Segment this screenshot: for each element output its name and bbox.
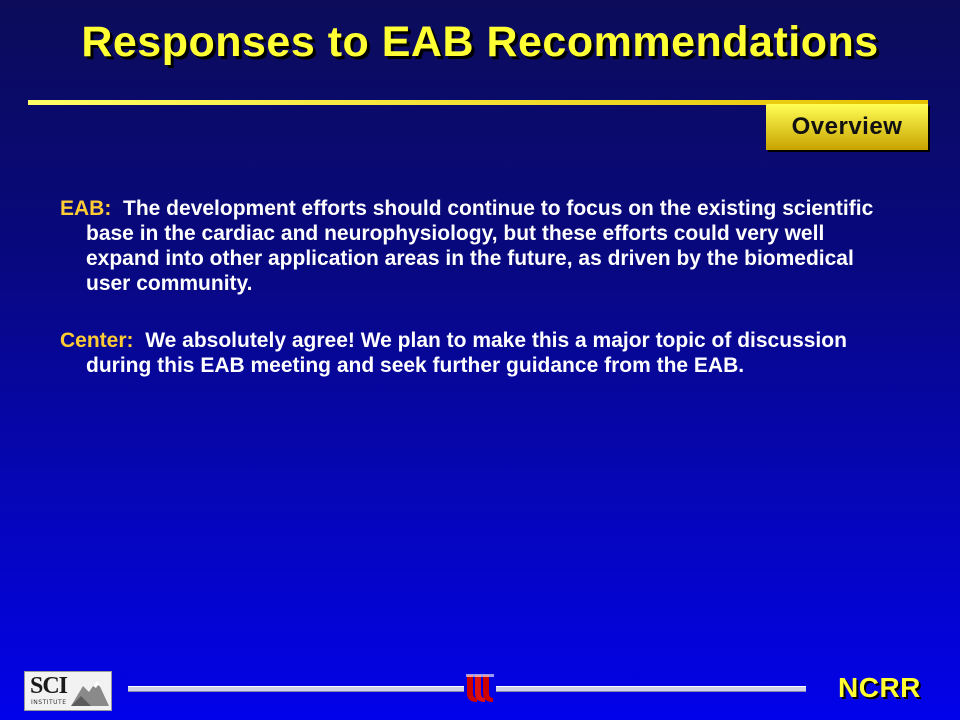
mountain-icon [71,676,109,706]
recommendation-text: The development efforts should continue to focus on the existing scientific base in the cardiac and neurophysiology, but these efforts could very well expand into other application areas in the future, as driven by the biomedical user community. [86,197,874,295]
slide-title: Responses to EAB Recommendations [81,18,879,66]
footer-divider-left [128,686,464,692]
speaker-label-eab: EAB: [60,197,112,220]
university-of-utah-icon [464,672,496,704]
ncrr-label: NCRR [838,672,921,703]
footer-divider-right [496,686,806,692]
sci-logo-subtext: INSTITUTE [31,699,67,706]
section-badge: Overview [766,104,928,150]
response-text: We absolutely agree! We plan to make this a major topic of discussion during this EAB meeting and seek further guidance from the EAB. [86,329,847,377]
sci-logo-text: SCI [30,673,68,699]
sci-institute-logo [24,671,112,711]
center-response [60,328,900,378]
eab-recommendation [60,196,900,296]
slide-body [60,196,900,378]
speaker-label-center: Center: [60,329,134,352]
